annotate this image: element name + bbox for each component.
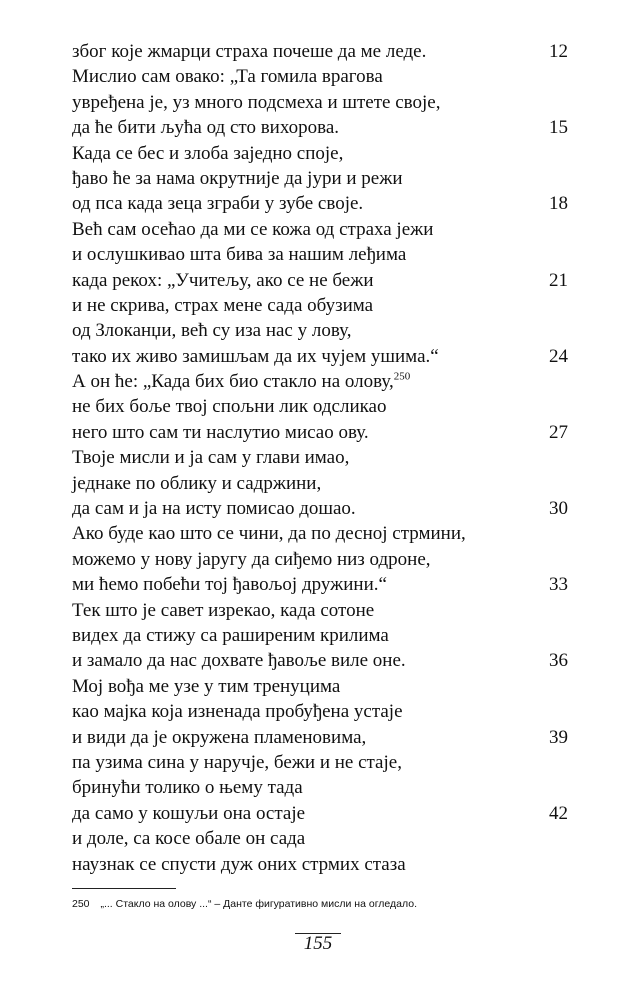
verse-text: него што сам ти наслутио мисао ову. (72, 421, 369, 443)
line-number: 33 (549, 574, 568, 596)
footnote (72, 897, 417, 911)
verse-line (72, 750, 572, 775)
verse-line (72, 318, 572, 343)
verse-text: видех да стижу са раширеним крилима (72, 624, 389, 646)
verse-line (72, 166, 572, 191)
verse-line (72, 90, 572, 115)
verse-line (72, 268, 572, 293)
verse-text: тако их живо замишљам да их чујем ушима.“ (72, 345, 439, 367)
verse-line (72, 648, 572, 673)
verse-text: и замало да нас дохвате ђавоље виле оне. (72, 650, 406, 672)
verse-text: А он ће: „Када бих био стакло на олову,$^{250}$ (72, 370, 411, 393)
verse-text: да сам и ја на исту помисао дошао. (72, 498, 356, 520)
verse-text: Твоје мисли и ја сам у глави имао, (72, 447, 350, 469)
footnote-divider (72, 888, 176, 889)
verse-text: наузнак се спусти дуж оних стрмих стаза (72, 853, 406, 875)
verse-text: и не скрива, страх мене сада обузима (72, 294, 374, 316)
verse-line (72, 217, 572, 242)
verse-text: једнаке по облику и садржини, (72, 472, 322, 494)
verse-block (72, 39, 572, 877)
line-number: 15 (549, 117, 568, 139)
verse-line (72, 191, 572, 216)
verse-text: Већ сам осећао да ми се кожа од страха јежи (72, 218, 434, 240)
verse-line (72, 521, 572, 546)
verse-text: бринући толико о њему тада (72, 777, 303, 799)
line-number: 21 (549, 269, 568, 291)
verse-text: због које жмарци страха почеше да ме леде. (72, 41, 427, 62)
page-number: 155 (303, 933, 333, 954)
verse-line (72, 293, 572, 318)
line-number: 24 (549, 345, 568, 367)
verse-line (72, 141, 572, 166)
line-number: 39 (549, 726, 568, 748)
verse-text: када рекох: „Учитељу, ако се не бежи (72, 269, 374, 291)
verse-line (72, 674, 572, 699)
verse-line (72, 369, 572, 394)
verse-line (72, 242, 572, 267)
verse-line (72, 572, 572, 597)
verse-line (72, 699, 572, 724)
verse-text: и ослушкивао шта бива за нашим леђима (72, 244, 407, 266)
verse-line (72, 725, 572, 750)
verse-text: као мајка која изненада пробуђена устаје (72, 701, 403, 723)
line-number: 30 (549, 498, 568, 520)
verse-line (72, 852, 572, 877)
verse-line (72, 598, 572, 623)
verse-text: и види да је окружена пламеновима, (72, 726, 367, 748)
verse-text: ђаво ће за нама окрутније да јури и режи (72, 167, 403, 189)
line-number: 27 (549, 421, 568, 443)
verse-line (72, 344, 572, 369)
footnote-text: „... Стакло на олову ...“ – Данте фигуративно мисли на огледало. (100, 898, 417, 910)
footnote-number: 250 (72, 898, 90, 910)
verse-text: не бих боље твој спољни лик одсликао (72, 396, 387, 418)
verse-text: од Злоканџи, већ су иза нас у лову, (72, 320, 352, 342)
verse-text: Мислио сам овако: „Та гомила врагова (72, 66, 383, 88)
verse-text: да само у кошуљи она остаје (72, 802, 306, 824)
verse-text: па узима сина у наручје, бежи и не стаје, (72, 751, 402, 773)
verse-line (72, 471, 572, 496)
verse-line (72, 420, 572, 445)
verse-line (72, 39, 572, 64)
verse-line (72, 115, 572, 140)
footnote-reference: 250 (393, 370, 411, 383)
verse-text: ми ћемо побећи тој ђавољој дружини.“ (72, 574, 387, 596)
line-number: 18 (549, 193, 568, 215)
verse-line (72, 496, 572, 521)
verse-line (72, 445, 572, 470)
verse-line (72, 64, 572, 89)
verse-text: Ако буде као што се чини, да по десној стрмини, (72, 523, 466, 545)
verse-line (72, 547, 572, 572)
verse-text: и доле, са косе обале он сада (72, 828, 306, 850)
verse-text: Када се бес и злоба заједно споје, (72, 142, 344, 164)
verse-line (72, 775, 572, 800)
verse-text: да ће бити љућа од сто вихорова. (72, 117, 340, 139)
verse-text: Тек што је савет изрекао, када сотоне (72, 599, 375, 621)
verse-line (72, 394, 572, 419)
verse-line (72, 826, 572, 851)
line-number: 12 (549, 41, 568, 62)
line-number: 36 (549, 650, 568, 672)
verse-text: можемо у нову јаругу да сиђемо низ одроне, (72, 548, 431, 570)
verse-text: од пса када зеца зграби у зубе своје. (72, 193, 364, 215)
verse-text: увређена је, уз много подсмеха и штете своје, (72, 91, 441, 113)
verse-line (72, 623, 572, 648)
verse-line (72, 801, 572, 826)
verse-text: Мој вођа ме узе у тим тренуцима (72, 675, 341, 697)
line-number: 42 (549, 802, 568, 824)
